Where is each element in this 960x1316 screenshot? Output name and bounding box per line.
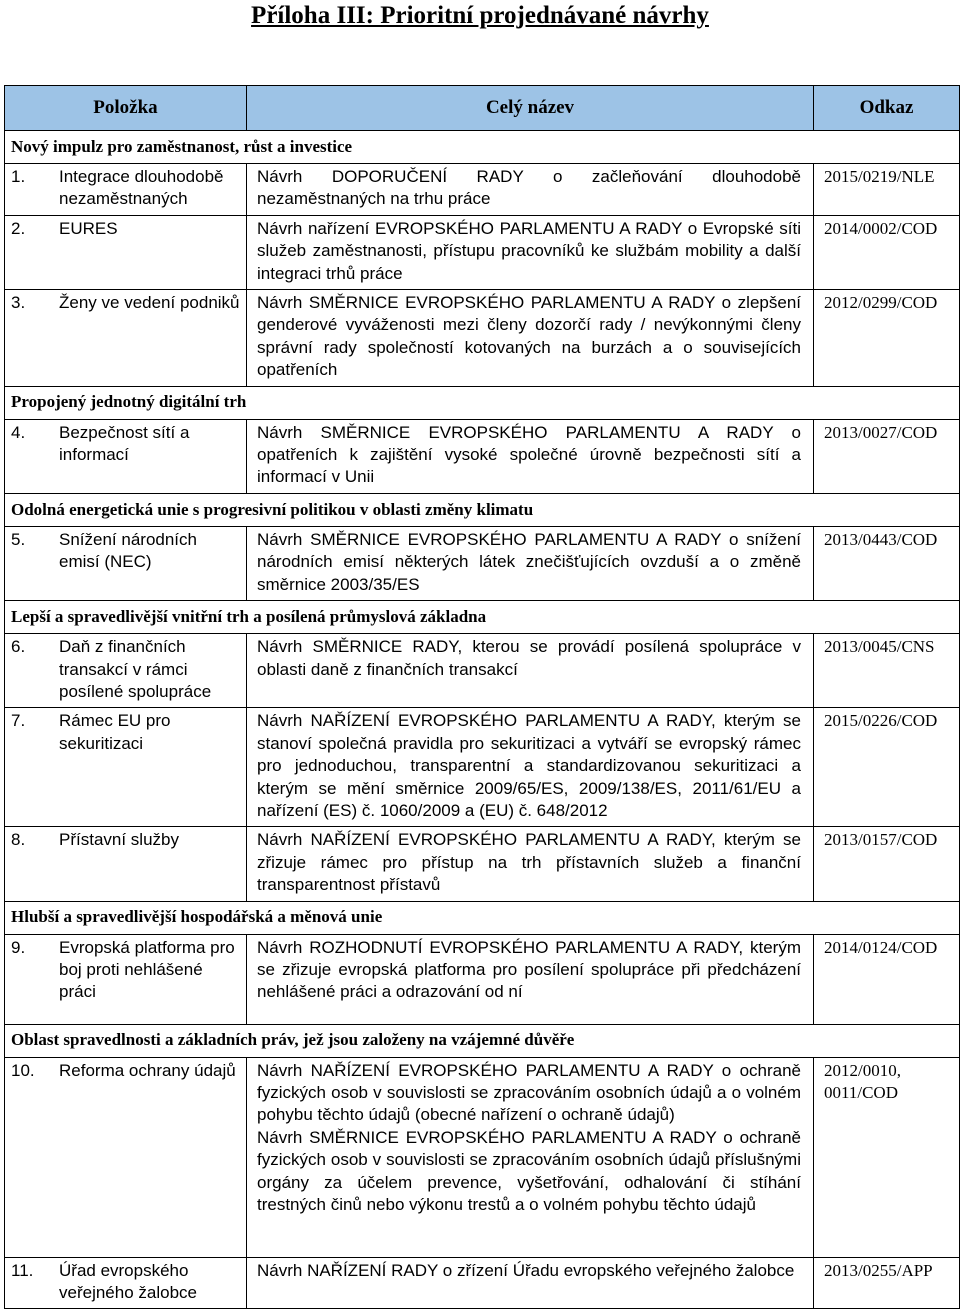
item-cell — [5, 164, 247, 216]
proposal-title: Návrh SMĚRNICE EVROPSKÉHO PARLAMENTU A RADY o zlepšení genderové vyváženosti mezi členy dozorčí rady / nevýkonnými členy správní rady společností kotovaných na burzách a o souvisejících opatřeních — [247, 290, 814, 387]
item-label: Evropská platforma pro boj proti nehlášené práci — [59, 937, 235, 1002]
reference-code: 2012/0299/COD — [814, 290, 960, 387]
item-cell — [5, 827, 247, 901]
row-number: 11. — [11, 1260, 34, 1280]
reference-code: 2015/0219/NLE — [814, 164, 960, 216]
proposal-title: Návrh NAŘÍZENÍ RADY o zřízení Úřadu evropského veřejného žalobce — [247, 1257, 814, 1309]
table-row — [5, 215, 960, 289]
table-row — [5, 708, 960, 827]
section-heading: Hlubší a spravedlivější hospodářská a měnová unie — [5, 901, 960, 934]
proposal-title: Návrh NAŘÍZENÍ EVROPSKÉHO PARLAMENTU A RADY o ochraně fyzických osob v souvislosti se zpracováním osobních údajů a o volném pohybu těchto údajů (obecné nařízení o ochraně údajů) Návrh SMĚRNICE EVROPSKÉHO PARLAMENTU A RADY o ochraně fyzických osob v souvislosti se zpracováním osobních údajů příslušnými orgány za účelem prevence, vyšetřování, odhalování či stíhání trestných činů nebo výkonu trestů a o volném pohybu těchto údajů — [247, 1057, 814, 1257]
table-row — [5, 526, 960, 600]
item-cell — [5, 290, 247, 387]
item-cell — [5, 526, 247, 600]
table-row — [5, 1257, 960, 1309]
row-number: 3. — [11, 293, 26, 313]
item-label: Ženy ve vedení podniků — [59, 293, 240, 313]
proposal-title: Návrh nařízení EVROPSKÉHO PARLAMENTU A RADY o Evropské síti služeb zaměstnanosti, přístupu pracovníků ke službám mobility a další integraci trhů práce — [247, 215, 814, 289]
item-label: Daň z finančních transakcí v rámci posílené spolupráce — [59, 637, 212, 701]
section-heading-row — [5, 901, 960, 934]
section-heading-row — [5, 1024, 960, 1057]
table-row — [5, 934, 960, 1024]
reference-code: 2012/0010, 0011/COD — [814, 1057, 960, 1257]
table-row — [5, 827, 960, 901]
section-heading: Oblast spravedlnosti a základních práv, jež jsou založeny na vzájemné důvěře — [5, 1024, 960, 1057]
reference-code: 2014/0002/COD — [814, 215, 960, 289]
row-number: 4. — [11, 422, 26, 442]
header-nazev: Celý název — [247, 86, 814, 131]
table-row — [5, 290, 960, 387]
section-heading: Lepší a spravedlivější vnitřní trh a posílená průmyslová základna — [5, 601, 960, 634]
section-heading-row — [5, 493, 960, 526]
reference-code: 2015/0226/COD — [814, 708, 960, 827]
item-cell — [5, 708, 247, 827]
item-cell — [5, 1057, 247, 1257]
priority-proposals-table — [4, 85, 960, 1309]
section-heading: Nový impulz pro zaměstnanost, růst a investice — [5, 131, 960, 164]
proposal-title: Návrh SMĚRNICE EVROPSKÉHO PARLAMENTU A RADY o opatřeních k zajištění vysoké společné úrovně bezpečnosti sítí a informací v Unii — [247, 419, 814, 493]
row-number: 5. — [11, 529, 26, 549]
proposal-title: Návrh NAŘÍZENÍ EVROPSKÉHO PARLAMENTU A RADY, kterým se stanoví společná pravidla pro sekuritizaci a vytváří se evropský rámec pro jednoduchou, transparentní a standardizovanou sekuritizaci a kterým se mění směrnice 2009/65/ES, 2009/138/ES, 2011/61/EU a nařízení (ES) č. 1060/2009 a (EU) č. 648/2012 — [247, 708, 814, 827]
proposal-title: Návrh ROZHODNUTÍ EVROPSKÉHO PARLAMENTU A RADY, kterým se zřizuje evropská platforma pro posílení spolupráce při předcházení nehlášené práci a odrazování od ní — [247, 934, 814, 1024]
page-title: Příloha III: Prioritní projednávané návrhy — [251, 2, 709, 29]
table-row — [5, 1057, 960, 1257]
item-label: Reforma ochrany údajů — [59, 1060, 236, 1080]
row-number: 9. — [11, 937, 26, 957]
table-row — [5, 164, 960, 216]
proposal-title: Návrh SMĚRNICE RADY, kterou se provádí posílená spolupráce v oblasti daně z finančních transakcí — [247, 634, 814, 708]
table-header-row — [5, 86, 960, 131]
item-label: Úřad evropského veřejného žalobce — [59, 1260, 197, 1302]
reference-code: 2013/0045/CNS — [814, 634, 960, 708]
table-row — [5, 634, 960, 708]
proposal-title-2: Návrh SMĚRNICE EVROPSKÉHO PARLAMENTU A RADY o ochraně fyzických osob v souvislosti se zpracováním osobních údajů příslušnými orgány za účelem prevence, vyšetřování, odhalování či stíhání trestných činů nebo výkonu trestů a o volném pohybu těchto údajů — [257, 1127, 801, 1214]
section-heading: Propojený jednotný digitální trh — [5, 386, 960, 419]
section-heading-row — [5, 386, 960, 419]
reference-code: 2013/0255/APP — [814, 1257, 960, 1309]
header-polozka: Položka — [5, 86, 247, 131]
item-label: Integrace dlouhodobě nezaměstnaných — [59, 167, 224, 209]
section-heading-row — [5, 131, 960, 164]
item-cell — [5, 419, 247, 493]
proposal-title: Návrh SMĚRNICE EVROPSKÉHO PARLAMENTU A RADY o snížení národních emisí některých látek znečišťujících ovzduší a o změně směrnice 2003/35/ES — [247, 526, 814, 600]
row-number: 2. — [11, 218, 26, 238]
reference-code: 2013/0027/COD — [814, 419, 960, 493]
section-heading: Odolná energetická unie s progresivní politikou v oblasti změny klimatu — [5, 493, 960, 526]
row-number: 8. — [11, 830, 26, 850]
item-cell — [5, 934, 247, 1024]
proposal-title: Návrh NAŘÍZENÍ EVROPSKÉHO PARLAMENTU A RADY, kterým se zřizuje rámec pro přístup na trh přístavních služeb a finanční transparentnost přístavů — [247, 827, 814, 901]
reference-code: 2013/0443/COD — [814, 526, 960, 600]
row-number: 7. — [11, 711, 26, 731]
item-label: EURES — [59, 218, 118, 238]
table-row — [5, 419, 960, 493]
item-label: Přístavní služby — [59, 830, 179, 850]
row-number: 6. — [11, 637, 26, 657]
header-odkaz: Odkaz — [814, 86, 960, 131]
row-number: 1. — [11, 167, 26, 186]
item-cell — [5, 634, 247, 708]
proposal-title: Návrh DOPORUČENÍ RADY o začleňování dlouhodobě nezaměstnaných na trhu práce — [247, 164, 814, 216]
section-heading-row — [5, 601, 960, 634]
reference-code: 2013/0157/COD — [814, 827, 960, 901]
item-label: Snížení národních emisí (NEC) — [59, 529, 197, 572]
row-number: 10. — [11, 1060, 35, 1080]
reference-code: 2014/0124/COD — [814, 934, 960, 1024]
item-label: Rámec EU pro sekuritizaci — [59, 711, 171, 753]
item-label: Bezpečnost sítí a informací — [59, 422, 190, 465]
item-cell — [5, 215, 247, 289]
item-cell — [5, 1257, 247, 1309]
